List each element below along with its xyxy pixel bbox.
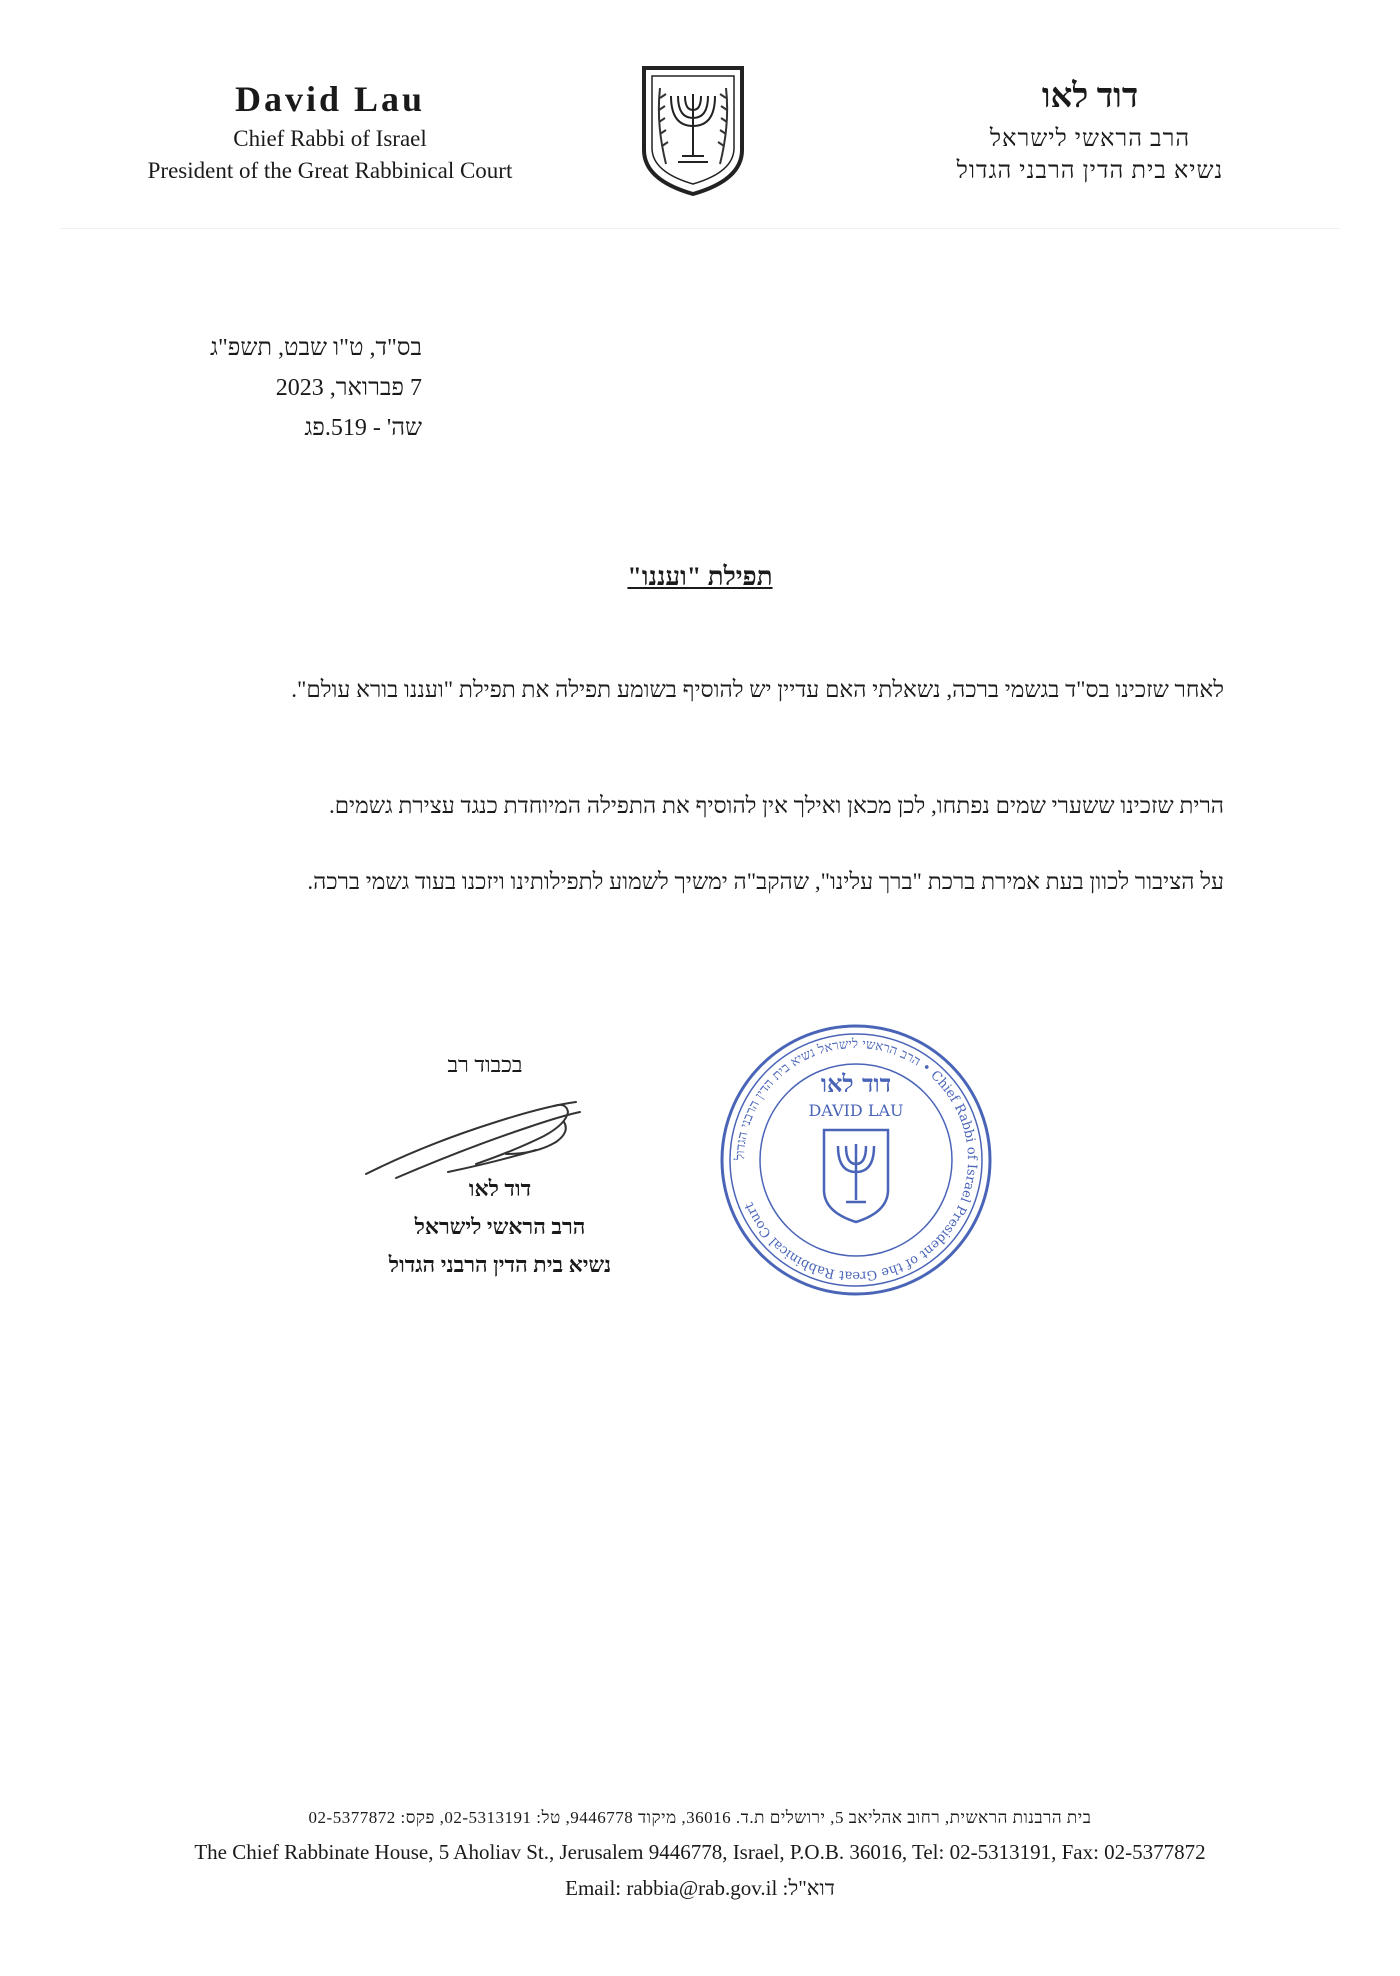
- stamp-english-name: DAVID LAU: [808, 1101, 904, 1120]
- stamp-ring-text: הרב הראשי לישראל נשיא בית הדין הרבני הגדול • Chief Rabbi of Israel President of the Great Rabbinical Court: [732, 1036, 980, 1284]
- english-name: David Lau: [234, 79, 426, 119]
- hebrew-title: הרב הראשי לישראל: [989, 126, 1191, 152]
- header-divider: [60, 228, 1340, 229]
- english-subtitle: President of the Great Rabbinical Court: [147, 158, 513, 183]
- body-paragraph-2: הרית שזכינו ששערי שמים נפתחו, לכן מכאן ואילך אין להוסיף את התפילה המיוחדת כנגד עצירת גשמים.: [328, 793, 1224, 818]
- signatory-title: הרב הראשי לישראל: [414, 1214, 586, 1239]
- state-emblem-icon: [638, 64, 748, 198]
- stamp-hebrew-name: דוד לאו: [820, 1069, 892, 1098]
- signatory-name: דוד לאו: [468, 1176, 532, 1201]
- footer-email: Email: rabbia@rab.gov.il :דוא"ל: [565, 1876, 835, 1900]
- dateline: [210, 328, 422, 448]
- footer-hebrew-address: בית הרבנות הראשית, רחוב אהליאב 5, ירושלים ת.ד. 36016, מיקוד 9446778, טל: 02-5313191, פקס: 02-5377872: [308, 1808, 1092, 1827]
- official-stamp: [716, 1020, 996, 1300]
- hebrew-subtitle: נשיא בית הדין הרבני הגדול: [956, 158, 1224, 184]
- body-paragraph-3: על הציבור לכוון בעת אמירת ברכת "ברך עלינו", שהקב"ה ימשיך לשמוע לתפילותינו ויזכנו בעוד גשמי ברכה.: [307, 869, 1224, 894]
- closing-salutation: בכבוד רב: [447, 1052, 523, 1077]
- stamp-emblem-icon: [824, 1130, 888, 1222]
- english-title: Chief Rabbi of Israel: [233, 126, 427, 151]
- hebrew-name: דוד לאו: [1041, 78, 1139, 115]
- footer-english-address: The Chief Rabbinate House, 5 Aholiav St., Jerusalem 9446778, Israel, P.O.B. 36016, Tel: 02-5313191, Fax: 02-5377872: [194, 1840, 1206, 1864]
- body-paragraph-1: לאחר שזכינו בס"ד בגשמי ברכה, נשאלתי האם עדיין יש להוסיף בשומע תפילה את תפילת "ועננו בורא עולם".: [291, 677, 1224, 702]
- letter-subject: תפילת "ועננו": [627, 562, 773, 591]
- signatory-subtitle: נשיא בית הדין הרבני הגדול: [388, 1252, 612, 1277]
- hebrew-date: בס"ד, ט"ו שבט, תשפ"ג: [210, 335, 422, 361]
- reference-number: שה' - 519.פג: [304, 415, 422, 441]
- gregorian-date: 7 פברואר, 2023: [275, 375, 422, 401]
